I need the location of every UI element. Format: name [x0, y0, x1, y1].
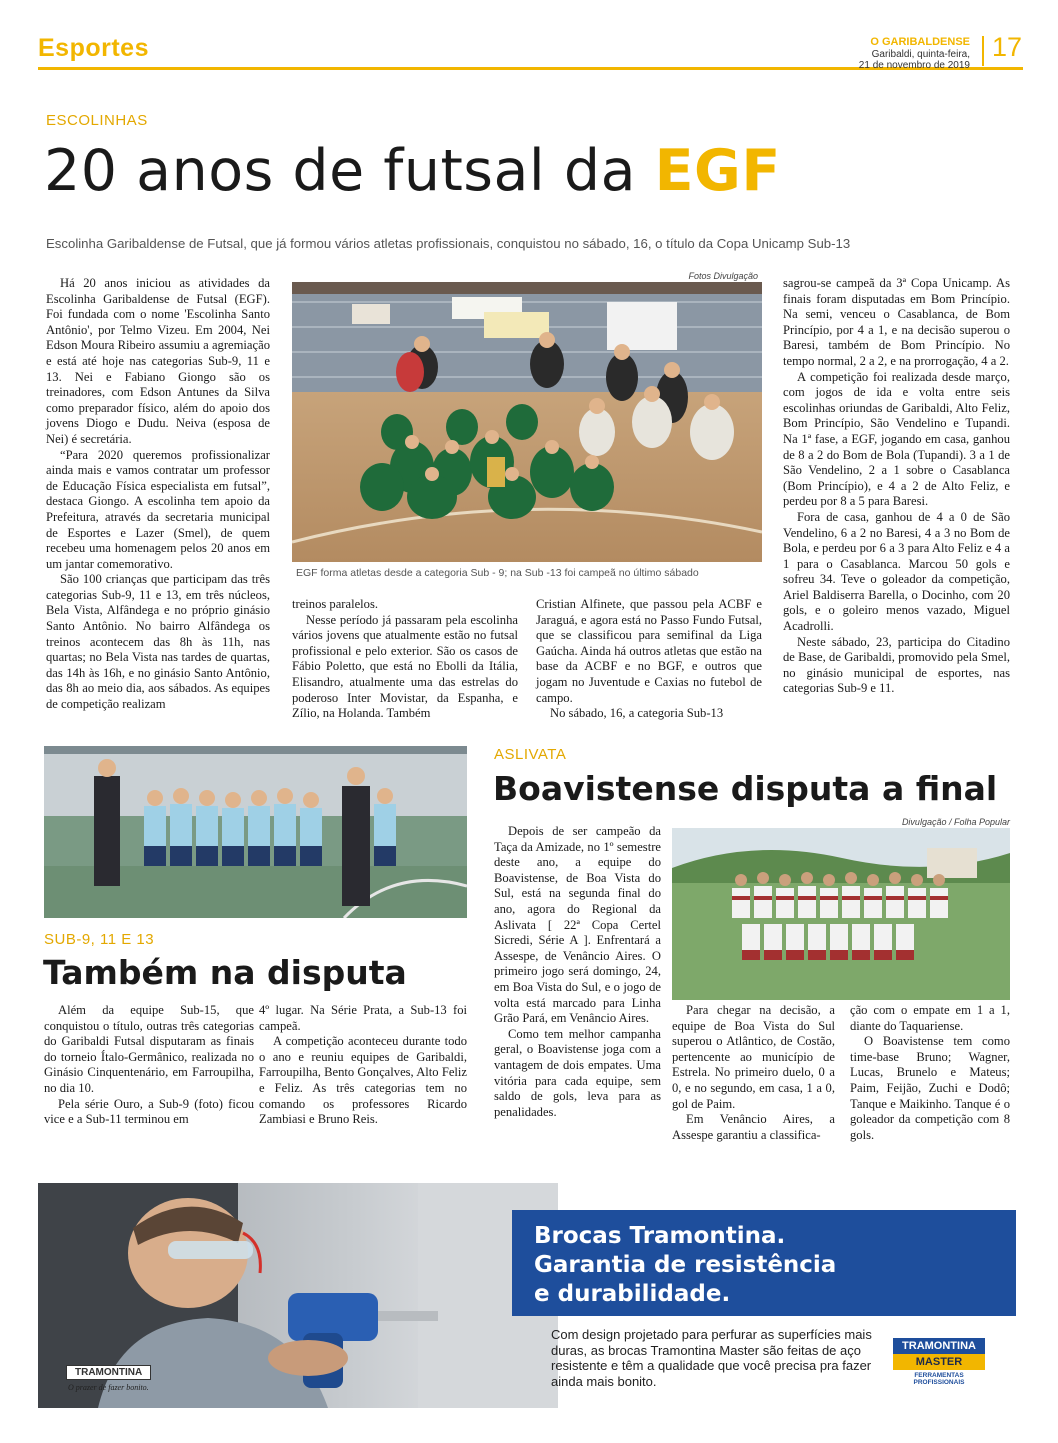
main-column-3 [536, 597, 762, 722]
paragraph: 4º lugar. Na Série Prata, a Sub-13 foi campeã. [259, 1003, 467, 1033]
photo-credit: Fotos Divulgação [688, 271, 758, 281]
paragraph: sagrou-se campeã da 3ª Copa Unicamp. As finais foram disputadas em Bom Princípio. Na semi, venceu o Casablanca, de Bom Princípio, por 4 a 1, e na decisão superou o Baresi, também de Bom Princípio. No tempo normal, 2 a 2, e na prorrogação, 4 a 2. [783, 276, 1010, 368]
ad-slogan: O prazer de fazer bonito. [68, 1383, 149, 1392]
team-photo [292, 282, 762, 562]
logo-tagline: FERRAMENTAS PROFISSIONAIS [913, 1372, 965, 1386]
sub9-team-photo [44, 746, 467, 918]
main-column-1 [46, 276, 270, 713]
paragraph: Fora de casa, ganhou de 4 a 0 de São Vendelino, 6 a 2 no Baresi, 4 a 3 no Bom de Bola, e perdeu por 6 a 3 para Alto Feliz e 4 a 1 para o Casablanca. Marcou 50 gols e sofreu 34. Teve o goleador da competição, Ariel Baldiserra Barella, o Docinho, com 20 gols, e o goleiro menos vazado, Miguel Acadrolli. [783, 509, 1010, 634]
tramontina-wordmark: TRAMONTINA [66, 1365, 151, 1380]
sub9-column-1 [44, 1003, 254, 1128]
paragraph: Para chegar na decisão, a equipe de Boa Vista do Sul superou o Atlântico, de Costão, pertencente ao município de Estrela. No primeiro duelo, 0 a 0, e no segundo, em casa, 1 a 0, gol de Paim. [672, 1003, 835, 1111]
sub9-kicker: SUB-9, 11 E 13 [44, 931, 155, 948]
aslivata-headline: Boavistense disputa a final [493, 769, 998, 808]
headline-highlight: EGF [654, 138, 781, 204]
ad-title-line: e durabilidade. [534, 1281, 731, 1307]
paragraph: treinos paralelos. [292, 597, 379, 611]
paragraph: Pela série Ouro, a Sub-9 (foto) ficou vice e a Sub-11 terminou em [44, 1096, 254, 1127]
main-kicker: ESCOLINHAS [46, 112, 148, 129]
aslivata-column-3 [850, 1003, 1010, 1143]
page-number-divider [982, 36, 984, 66]
section-name: Esportes [38, 34, 149, 62]
ad-body-text: Com design projetado para perfurar as superfícies mais duras, as brocas Tramontina Master são feitas de aço resistente e têm a qualidade que você precisa pra fazer ainda mais bonito. [551, 1327, 872, 1389]
paragraph: Depois de ser campeão da Taça da Amizade, no 1º semestre deste ano, a equipe do Boavistense, de Boa Vista do Sul, está na segunda final do ano, agora do Regional da Aslivata [ 22ª Copa Certel Sicredi, Série A ]. Enfrentará a Assespe, de Venâncio Aires. O primeiro jogo será domingo, 24, em Boa Vista do Sul, e o jogo de volta está marcado para Linha Grão Pará, em Venâncio Aires. [494, 824, 661, 1026]
paragraph: No sábado, 16, a categoria Sub-13 [550, 706, 724, 721]
paragraph: A competição foi realizada desde março, com jogos de ida e volta entre seis escolinhas oriundas de Garibaldi, Alto Feliz, Bom Princípio, São Vendelino e Tupandi. Na 1ª fase, a EGF, jogando em casa, ganhou de 8 a 2 do Bom de Bola (Tupandi). 3 a 1 de São Vendelino, 2 a 1 sobre o Casablanca (Bom Princípio), e 4 a 2 de Alto Feliz, e perdeu por 8 a 5 para Baresi. [783, 369, 1010, 509]
sub9-headline: Também na disputa [43, 953, 407, 992]
newspaper-name: O GARIBALDENSE [870, 36, 970, 48]
headline-prefix: 20 anos de futsal da [44, 138, 636, 204]
aslivata-photo-credit: Divulgação / Folha Popular [901, 817, 1010, 827]
ad-title [534, 1222, 836, 1309]
ad-title-line: Garantia de resistência [534, 1252, 837, 1278]
page-number: 17 [992, 32, 1023, 62]
ad-title-line: Brocas Tramontina. [534, 1223, 786, 1249]
edition-date [810, 49, 970, 71]
paragraph: Nesse período já passaram pela escolinha vários jovens que atualmente estão no futsal profissional e pelo exterior. São os casos de Fábio Poletto, que está no Ebolli da Itália, Elisandro, atualmente uma das estrelas do poderoso Inter Movistar, da Espanha, e Zílio, na Holanda. Também [292, 612, 518, 721]
sub9-column-2 [259, 1003, 467, 1128]
logo-brand: TRAMONTINA [893, 1338, 985, 1354]
main-column-4 [783, 276, 1010, 697]
main-subhead: Escolinha Garibaldense de Futsal, que já formou vários atletas profissionais, conquistou no sábado, 16, o título da Copa Unicamp Sub-13 [46, 236, 851, 251]
paragraph: São 100 crianças que participam das três categorias Sub-9, 11 e 13, em três núcleos, Bela Vista, Alfândega e no próprio ginásio Santo Antônio. No bairro Alfândega os treinos acontecem das 8h às 11h, nas quartas; no Bela Vista nas tardes de quartas, das 14h às 16h, e no ginásio Santo Antônio, das 8h ao meio dia, aos sábados. As equipes de competição realizam [46, 572, 270, 712]
paragraph: ção com o empate em 1 a 1, diante do Taquariense. [850, 1003, 1010, 1033]
paragraph: Há 20 anos iniciou as atividades da Escolinha Garibaldense de Futsal (EGF). Foi fundada com o nome 'Escolinha Santo Antônio', por Telmo Vizeu. Em 2004, Nei Edson Moura Ribeiro assumiu a agremiação e está até hoje nas categorias Sub-9, 11 e 13. Nei e Fabiano Giongo são os treinadores, com Edson Antunes da Silva como preparador físico, além do apoio dos jovens Diogo e Dudu. Neiva (esposa de Nei) é secretária. [46, 276, 270, 446]
main-headline [44, 138, 781, 204]
date-line-1: Garibaldi, quinta-feira, [871, 49, 970, 60]
main-column-2 [292, 597, 518, 722]
aslivata-column-2 [672, 1003, 835, 1143]
tramontina-master-logo [893, 1338, 985, 1386]
paragraph: Como tem melhor campanha geral, o Boavistense joga com a vantagem de dois empates. Uma vitória para cada equipe, sem saldo de gols, leva para as penalidades. [494, 1026, 661, 1119]
paragraph: A competição aconteceu durante todo o ano e reuniu equipes de Garibaldi, Farroupilha, Bento Gonçalves, Alto Feliz e Feliz. As três categorias tem no comando os professores Ricardo Zambiasi e Bruno Reis. [259, 1034, 467, 1127]
paragraph: Além da equipe Sub-15, que conquistou o título, outras três categorias do Garibaldi Futsal disputaram as finais do torneio Ítalo-Germânico, realizada no Ginásio Cinquentenário, em Farroupilha, no dia 10. [44, 1003, 254, 1095]
boavistense-team-photo [672, 828, 1010, 1000]
paragraph: Em Venâncio Aires, a Assespe garantiu a classifica- [672, 1112, 835, 1142]
photo-caption: EGF forma atletas desde a categoria Sub - 9; na Sub -13 foi campeã no último sábado [296, 567, 699, 579]
logo-line: MASTER [893, 1354, 985, 1370]
paragraph: Cristian Alfinete, que passou pela ACBF e Jaraguá, e agora está no Passo Fundo Futsal, que se classificou para semifinal da Liga Gaúcha. Ainda há outros atletas que estão na base da ACBF e no BGF, e outros que jogam no Juventude e Caxias no futebol de campo. [536, 597, 762, 705]
paragraph: O Boavistense tem como time-base Bruno; Wagner, Lucas, Brunelo e Mateus; Paim, Feijão, Zuchi e Dodô; Tanque e Maikinho. Tanque é o goleador da competição com 8 gols. [850, 1034, 1010, 1142]
date-line-2: 21 de novembro de 2019 [858, 60, 970, 71]
aslivata-column-1 [494, 824, 661, 1120]
aslivata-kicker: ASLIVATA [494, 746, 567, 763]
paragraph: “Para 2020 queremos profissionalizar ainda mais e vamos contratar um professor de Educação Física especialista em futsal”, destaca Giongo. A escolinha tem apoio da Prefeitura, através da secretaria municipal de Esportes e Lazer (Smel), de quem recebeu uma homenagem pelos 20 anos em um jantar comemorativo. [46, 447, 270, 571]
paragraph: Neste sábado, 23, participa do Citadino de Base, de Garibaldi, promovido pela Smel, no ginásio municipal de esportes, nas categorias Sub-9 e 11. [783, 634, 1010, 696]
